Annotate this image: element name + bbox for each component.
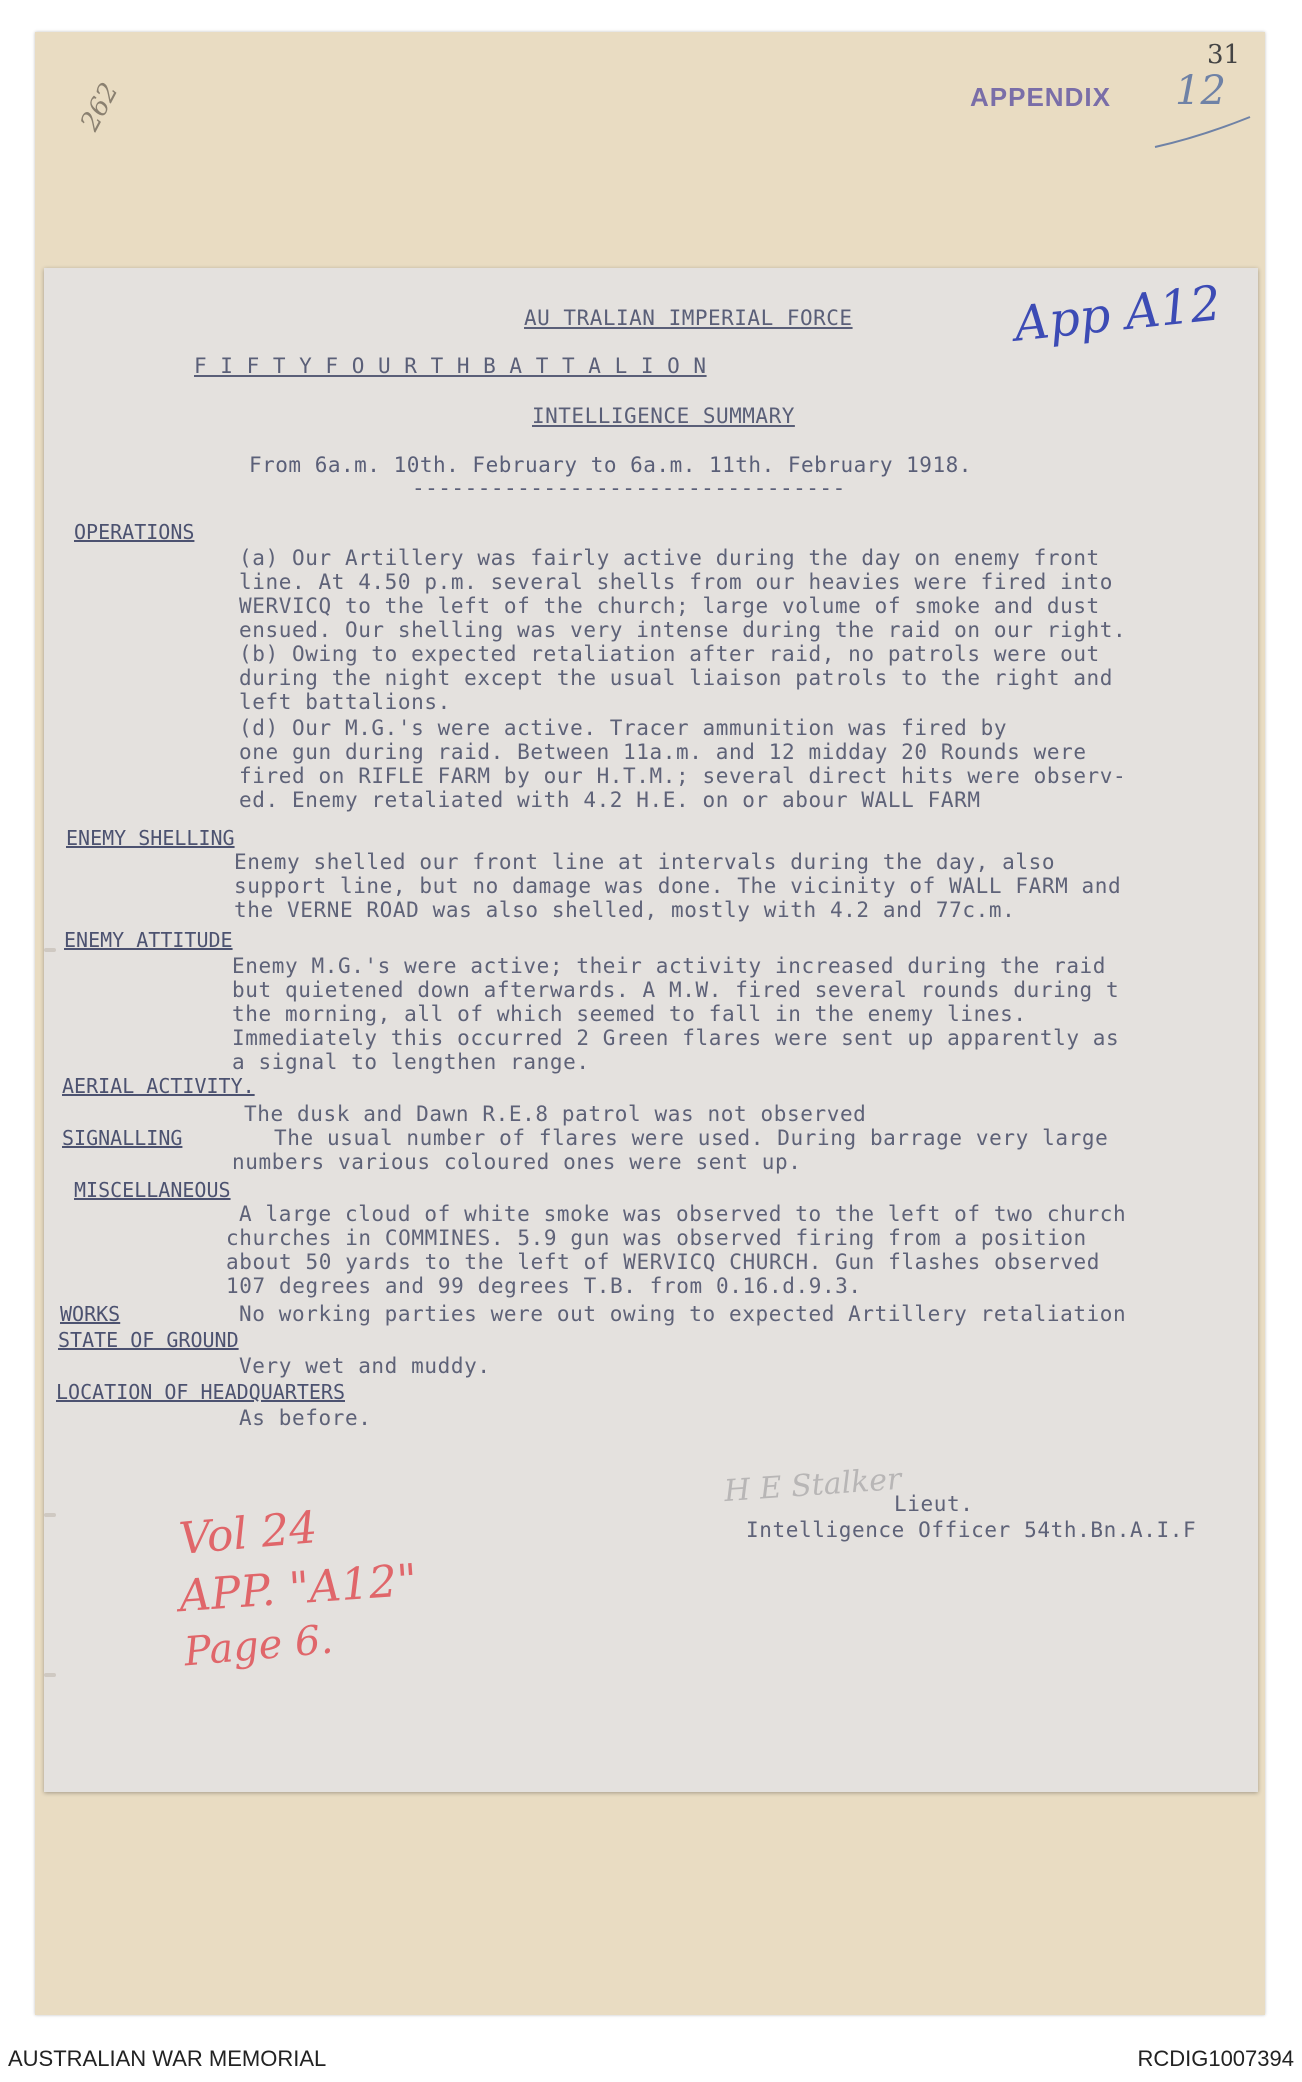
section-line: left battalions. (239, 690, 451, 714)
section-line: No working parties were out owing to expected Artillery retaliation (239, 1302, 1127, 1326)
section-line: Enemy shelled our front line at intervals during the day, also (234, 850, 1056, 874)
signature-role: Intelligence Officer 54th.Bn.A.I.F (746, 1518, 1197, 1542)
section-line: fired on RIFLE FARM by our H.T.M.; several direct hits were observ- (239, 764, 1127, 788)
section-line: but quietened down afterwards. A M.W. fired several rounds during t (232, 978, 1120, 1002)
section-line: numbers various coloured ones were sent up. (232, 1150, 802, 1174)
appendix-stamp: APPENDIX (970, 82, 1111, 112)
section-line: Enemy M.G.'s were active; their activity increased during the raid (232, 954, 1107, 978)
section-line: line. At 4.50 p.m. several shells from our heavies were fired into (239, 570, 1114, 594)
header-divider: --------------------------------- (412, 476, 846, 500)
section-line: A large cloud of white smoke was observed to the left of two church (239, 1202, 1127, 1226)
section-heading-operations: OPERATIONS (74, 520, 195, 544)
officer-signature: H E Stalker (722, 1461, 903, 1510)
section-heading-works: WORKS (60, 1302, 121, 1326)
red-annotation-appendix: APP. "A12" (177, 1554, 419, 1623)
footer-record-id: RCDIG1007394 (1137, 2046, 1294, 2071)
section-heading-aerial-activity: AERIAL ACTIVITY. (62, 1074, 255, 1098)
page-number: 31 (1207, 40, 1241, 70)
section-heading-location-of-headquarters: LOCATION OF HEADQUARTERS (56, 1380, 345, 1404)
section-line: (d) Our M.G.'s were active. Tracer ammunition was fired by (239, 716, 1008, 740)
section-line: support line, but no damage was done. The vicinity of WALL FARM and (234, 874, 1122, 898)
section-heading-state-of-ground: STATE OF GROUND (58, 1328, 239, 1352)
signature-rank: Lieut. (894, 1492, 974, 1516)
section-line: The usual number of flares were used. During barrage very large (274, 1126, 1109, 1150)
section-line: a signal to lengthen range. (232, 1050, 590, 1074)
typed-sheet (44, 268, 1258, 1792)
section-line: (a) Our Artillery was fairly active during the day on enemy front (239, 546, 1100, 570)
section-line: Immediately this occurred 2 Green flares were sent up apparently as (232, 1026, 1120, 1050)
section-line: Very wet and muddy. (239, 1354, 491, 1378)
red-annotation-page: Page 6. (182, 1616, 335, 1676)
section-line: one gun during raid. Between 11a.m. and 12 midday 20 Rounds were (239, 740, 1087, 764)
red-annotation-volume: Vol 24 (177, 1502, 320, 1565)
section-line: during the night except the usual liaison patrols to the right and (239, 666, 1114, 690)
report-period: From 6a.m. 10th. February to 6a.m. 11th. February 1918. (249, 453, 972, 477)
document-title: INTELLIGENCE SUMMARY (532, 404, 795, 428)
section-heading-enemy-shelling: ENEMY SHELLING (66, 826, 235, 850)
section-heading-signalling: SIGNALLING (62, 1126, 183, 1150)
section-line: 107 degrees and 99 degrees T.B. from 0.16.d.9.3. (226, 1274, 862, 1298)
app-annotation: App A12 (1011, 275, 1224, 353)
section-line: the VERNE ROAD was also shelled, mostly with 4.2 and 77c.m. (234, 898, 1016, 922)
appendix-number: 12 (1175, 68, 1226, 114)
section-line: The dusk and Dawn R.E.8 patrol was not observed (244, 1102, 867, 1126)
section-line: As before. (239, 1406, 372, 1430)
section-line: WERVICQ to the left of the church; large volume of smoke and dust (239, 594, 1100, 618)
section-heading-miscellaneous: MISCELLANEOUS (74, 1178, 231, 1202)
section-heading-enemy-attitude: ENEMY ATTITUDE (64, 928, 233, 952)
folio-number: 262 (74, 78, 125, 136)
section-line: (b) Owing to expected retaliation after raid, no patrols were out (239, 642, 1100, 666)
footer-source: AUSTRALIAN WAR MEMORIAL (8, 2046, 327, 2071)
force-heading: AU TRALIAN IMPERIAL FORCE (524, 306, 853, 330)
section-line: ensued. Our shelling was very intense during the raid on our right. (239, 618, 1127, 642)
unit-heading: F I F T Y F O U R T H B A T T A L I O N (194, 354, 707, 378)
appendix-pen-stroke (1150, 107, 1255, 157)
section-line: ed. Enemy retaliated with 4.2 H.E. on or abour WALL FARM (239, 788, 981, 812)
section-line: churches in COMMINES. 5.9 gun was observed firing from a position (226, 1226, 1087, 1250)
section-line: the morning, all of which seemed to fall in the enemy lines. (232, 1002, 1027, 1026)
section-line: about 50 yards to the left of WERVICQ CHURCH. Gun flashes observed (226, 1250, 1101, 1274)
